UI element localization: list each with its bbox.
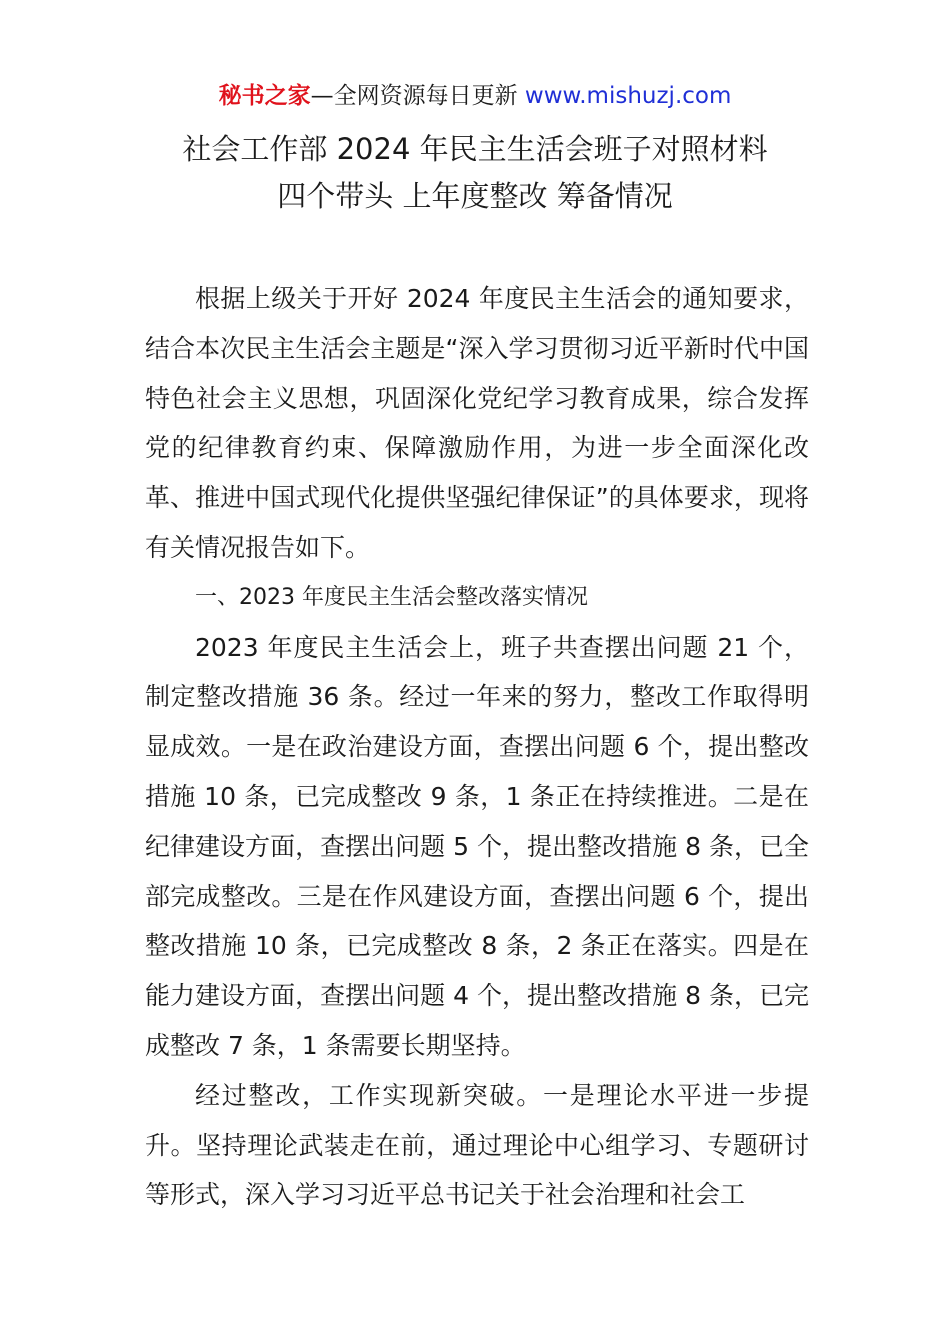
body-paragraph-rectification: 2023 年度民主生活会上，班子共查摆出问题 21 个，制定整改措施 36 条。经过一年来的努力，整改工作取得明显成效。一是在政治建设方面，查摆出问题 6 个，提出整改措施 10 条，已完成整改 9 条，1 条正在持续推进。二是在纪律建设方面，查摆出问题 5 个，提出整改措施 8 条，已全部完成整改。三是在作风建设方面，查摆出问题 6 个，提出整改措施 10 条，已完成整改 8 条，2 条正在落实。四是在能力建设方面，查摆出问题 4 个，提出整改措施 8 条，已完成整改 7 条，1 条需要长期坚持。 [145, 632, 809, 1060]
document-title-line-1: 社会工作部 2024 年民主生活会班子对照材料 [182, 132, 768, 166]
document-body [145, 274, 809, 1220]
site-header [0, 80, 950, 112]
body-paragraph-results: 经过整改，工作实现新突破。一是理论水平进一步提升。坚持理论武装走在前，通过理论中心组学习、专题研讨等形式，深入学习习近平总书记关于社会治理和社会工 [145, 1080, 809, 1210]
section-heading-1: 一、2023 年度民主生活会整改落实情况 [195, 584, 588, 610]
body-paragraph-intro: 根据上级关于开好 2024 年度民主生活会的通知要求，结合本次民主生活会主题是“深入学习贯彻习近平新时代中国特色社会主义思想，巩固深化党纪学习教育成果，综合发挥党的纪律教育约束、保障激励作用，为进一步全面深化改革、推进中国式现代化提供坚强纪律保证”的具体要求，现将有关情况报告如下。 [145, 284, 809, 562]
site-brand: 秘书之家 [218, 83, 311, 109]
document-title-line-2: 四个带头 上年度整改 筹备情况 [277, 179, 673, 213]
site-url-link[interactable]: www.mishuzj.com [524, 83, 732, 109]
site-tagline: —全网资源每日更新 [310, 83, 518, 109]
